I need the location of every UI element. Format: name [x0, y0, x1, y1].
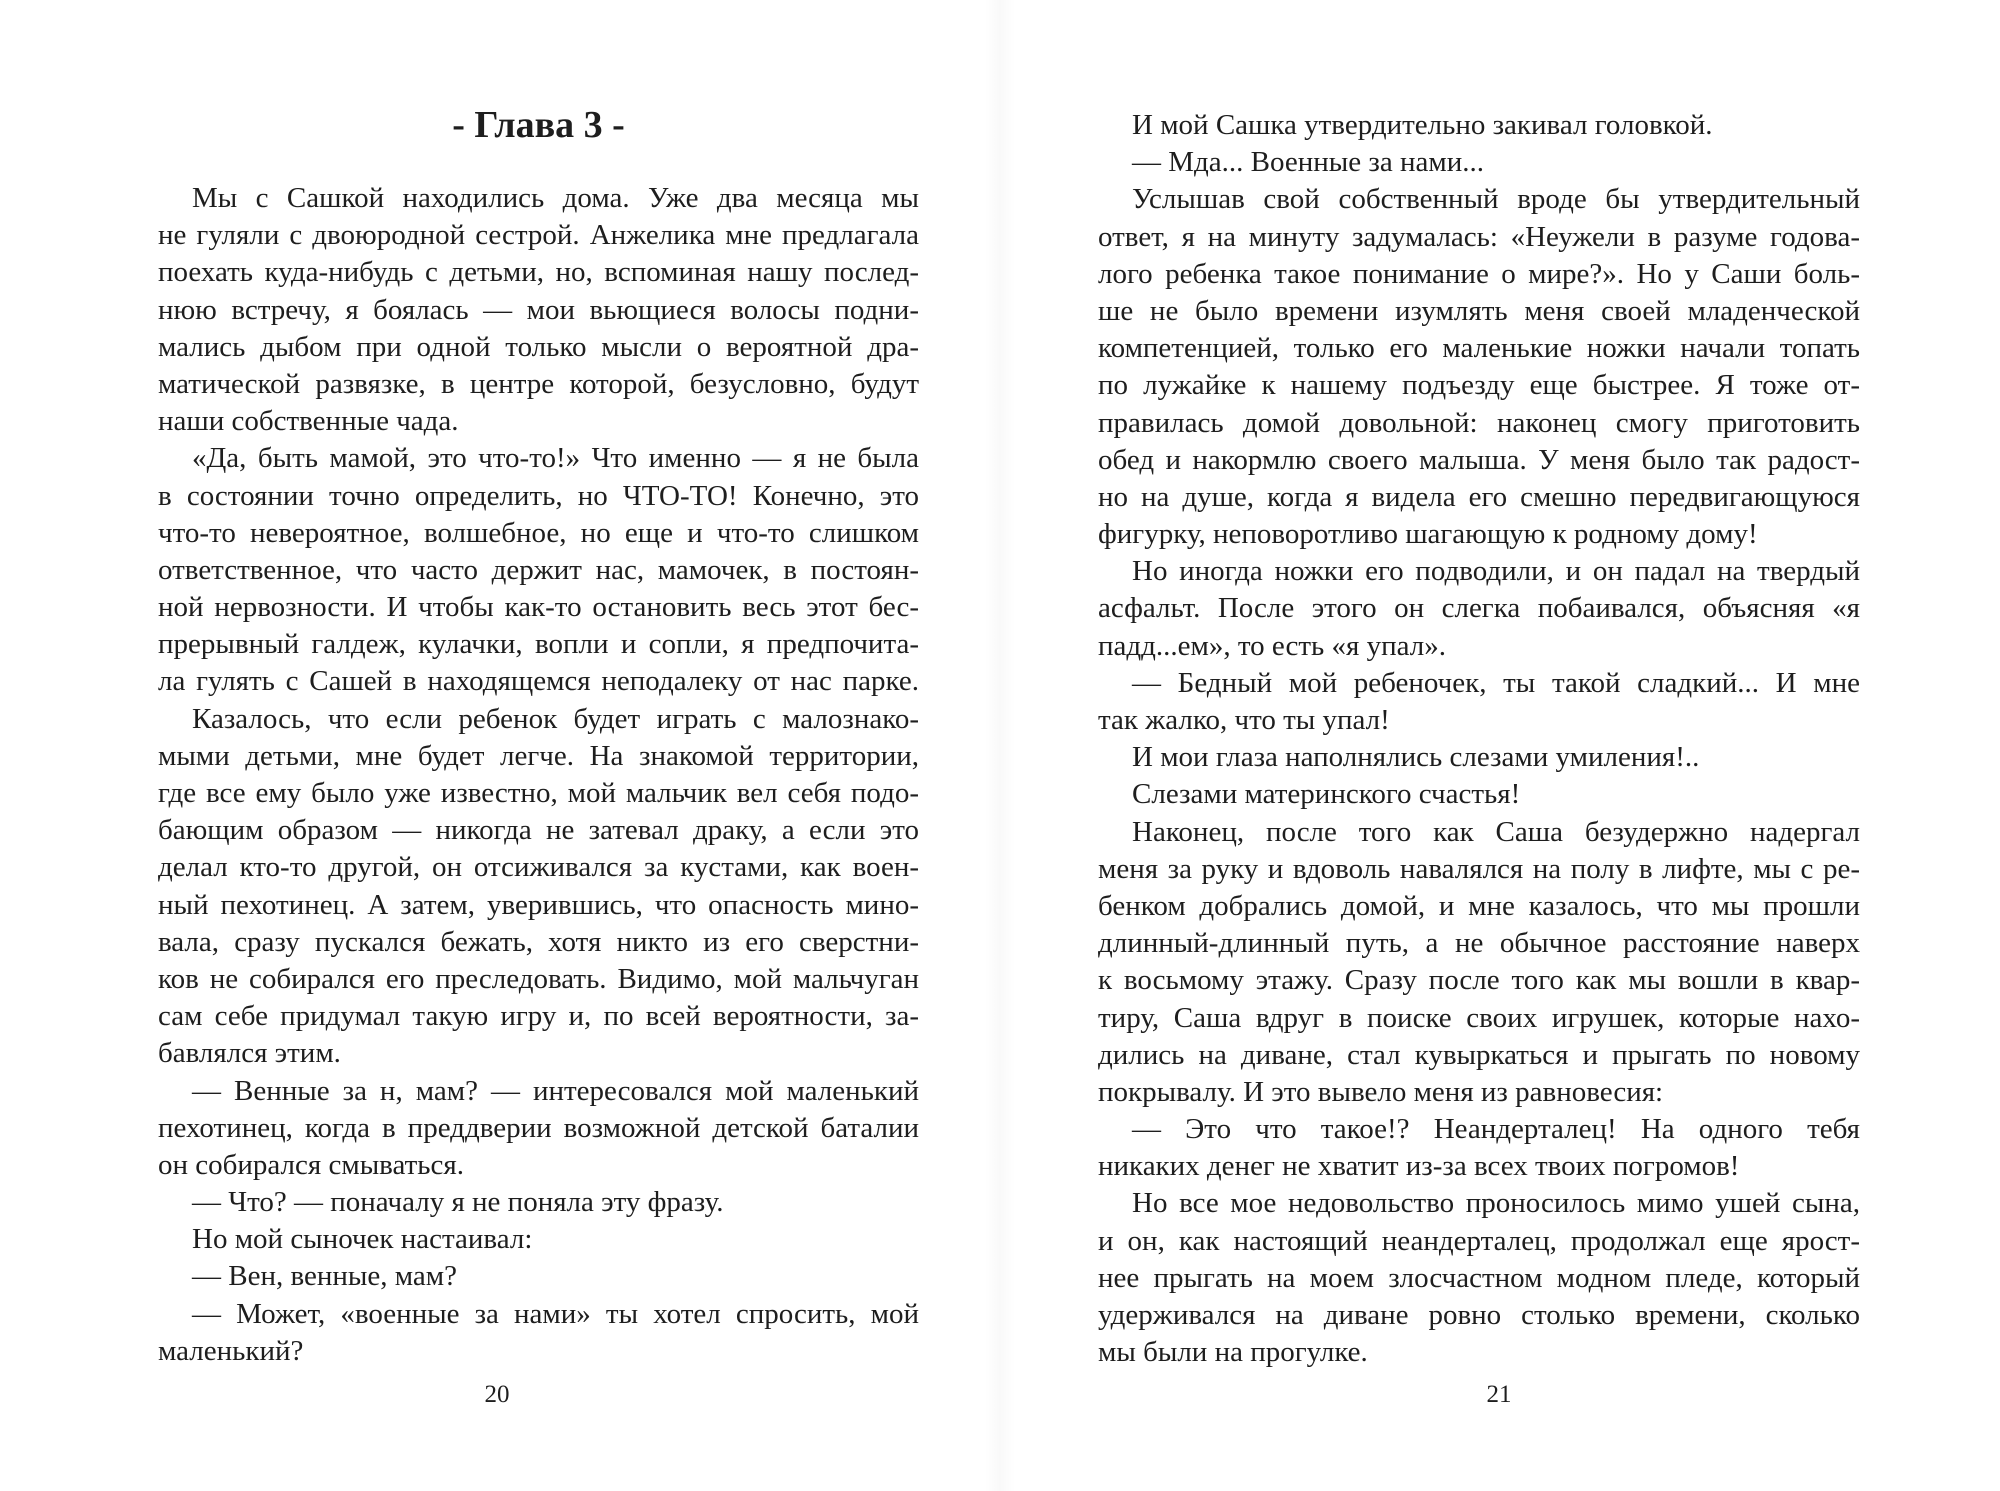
text-line: ше не было времени изумлять меня своей младенческой: [1098, 294, 1860, 327]
chapter-title: - Глава 3 -: [452, 104, 625, 146]
text-line: правилась домой довольной: наконец смогу приготовить: [1098, 406, 1860, 439]
text-line: бающим образом — никогда не затевал драку, а если это: [158, 814, 919, 847]
text-line: нее прыгать на моем злосчастном модном пледе, который: [1098, 1261, 1860, 1294]
text-line: сам себе придумал такую игру и, по всей вероятности, за-: [158, 1000, 919, 1033]
text-line: но на душе, когда я видела его смешно передвигающуюся: [1098, 480, 1860, 513]
text-line: Слезами материнского счастья!: [1132, 778, 1521, 811]
text-line: ной нервозности. И чтобы как-то остановить весь этот бес-: [158, 591, 919, 624]
text-line: наши собственные чада.: [158, 405, 459, 438]
text-line: — Вен, венные, мам?: [192, 1260, 458, 1293]
text-line: компетенцией, только его маленькие ножки начали топать: [1098, 332, 1860, 365]
text-line: никаких денег не хватит из-за всех твоих погромов!: [1098, 1150, 1740, 1183]
text-line: лого ребенка такое понимание о мире?». Но у Саши боль-: [1098, 257, 1860, 290]
text-line: меня за руку и вдоволь навалялся на полу в лифте, мы с ре-: [1098, 852, 1860, 885]
text-line: И мои глаза наполнялись слезами умиления!..: [1132, 741, 1700, 774]
left-page-text: [158, 180, 919, 1370]
text-line: по лужайке к нашему подъезду еще быстрее. Я тоже от-: [1098, 369, 1860, 402]
text-line: — Бедный мой ребеночек, ты такой сладкий... И мне: [1132, 666, 1860, 699]
text-line: — Венные за н, мам? — интересовался мой маленький: [192, 1074, 919, 1107]
right-page-number: 21: [1486, 1381, 1512, 1408]
text-line: вала, сразу пускался бежать, хотя никто из его сверстни-: [158, 925, 919, 958]
text-line: дились на диване, стал кувыркаться и прыгать по новому: [1098, 1038, 1860, 1071]
right-page: [1000, 0, 2000, 1491]
text-line: обед и накормлю своего малыша. У меня было так радост-: [1098, 443, 1860, 476]
text-line: он собирался смываться.: [158, 1148, 464, 1181]
text-line: не гуляли с двоюродной сестрой. Анжелика мне предлагала: [158, 219, 919, 252]
text-line: — Что? — поначалу я не поняла эту фразу.: [192, 1186, 724, 1219]
text-line: — Мда... Военные за нами...: [1132, 146, 1484, 179]
text-line: — Это что такое!? Неандерталец! На одного тебя: [1132, 1113, 1860, 1146]
text-line: где все ему было уже известно, мой мальчик вел себя подо-: [158, 777, 919, 809]
text-line: «Да, быть мамой, это что-то!» Что именно — я не была: [192, 442, 919, 475]
text-line: ла гулять с Сашей в находящемся неподалеку от нас парке.: [158, 665, 919, 698]
text-line: матической развязке, в центре которой, безусловно, будут: [158, 367, 919, 400]
text-line: тиру, Саша вдруг в поиске своих игрушек, которые нахо-: [1098, 1001, 1860, 1034]
text-line: нюю встречу, я боялась — мои вьющиеся волосы подни-: [158, 293, 919, 326]
text-line: прерывный галдеж, кулачки, вопли и сопли, я предпочита-: [158, 628, 919, 661]
text-line: Наконец, после того как Саша безудержно надергал: [1132, 815, 1860, 848]
text-line: Мы с Сашкой находились дома. Уже два месяца мы: [192, 182, 919, 214]
text-line: длинный-длинный путь, а не обычное расстояние наверх: [1098, 927, 1860, 960]
text-line: Но все мое недовольство проносилось мимо ушей сына,: [1132, 1187, 1860, 1220]
left-page-number: 20: [484, 1381, 510, 1408]
text-line: что-то невероятное, волшебное, но еще и что-то слишком: [158, 516, 919, 549]
text-line: так жалко, что ты упал!: [1098, 704, 1390, 736]
text-line: ответ, я на минуту задумалась: «Неужели в разуме годова-: [1098, 220, 1860, 253]
text-line: Но мой сыночек настаивал:: [192, 1223, 533, 1256]
text-line: маленький?: [158, 1334, 304, 1367]
text-line: мались дыбом при одной только мысли о вероятной дра-: [158, 330, 919, 363]
text-line: ответственное, что часто держит нас, мамочек, в постоян-: [158, 553, 919, 586]
text-line: падд...ем», то есть «я упал».: [1098, 629, 1446, 662]
right-page-text: [1098, 107, 1860, 1371]
text-line: покрывалу. И это вывело меня из равновесия:: [1098, 1075, 1664, 1108]
text-line: мыми детьми, мне будет легче. На знакомой территории,: [158, 739, 919, 772]
text-line: ный пехотинец. А затем, уверившись, что опасность мино-: [158, 888, 919, 921]
text-line: пехотинец, когда в преддверии возможной детской баталии: [158, 1111, 919, 1144]
text-line: удерживался на диване ровно столько времени, сколько: [1098, 1299, 1860, 1331]
text-line: делал кто-то другой, он отсиживался за кустами, как воен-: [158, 851, 919, 884]
text-line: — Может, «военные за нами» ты хотел спросить, мой: [192, 1297, 919, 1330]
text-line: бавлялся этим.: [158, 1037, 341, 1070]
text-line: ков не собирался его преследовать. Видимо, мой мальчуган: [158, 962, 919, 995]
text-line: и он, как настоящий неандерталец, продолжал еще ярост-: [1098, 1224, 1860, 1257]
text-line: асфальт. После этого он слегка побаивался, объясняя «я: [1098, 592, 1860, 625]
text-line: И мой Сашка утвердительно закивал головкой.: [1132, 109, 1713, 141]
text-line: Услышав свой собственный вроде бы утвердительный: [1132, 183, 1860, 216]
text-line: в состоянии точно определить, но ЧТО-ТО! Конечно, это: [158, 479, 919, 512]
text-line: Но иногда ножки его подводили, и он падал на твердый: [1132, 555, 1860, 588]
text-line: мы были на прогулке.: [1098, 1336, 1368, 1369]
text-line: к восьмому этажу. Сразу после того как мы вошли в квар-: [1098, 964, 1860, 997]
text-line: фигурку, неповоротливо шагающую к родному дому!: [1098, 518, 1758, 551]
text-line: бенком добрались домой, и мне казалось, что мы прошли: [1098, 889, 1860, 922]
text-line: Казалось, что если ребенок будет играть с малознако-: [192, 702, 919, 735]
text-line: поехать куда-нибудь с детьми, но, вспоминая нашу послед-: [158, 256, 919, 289]
